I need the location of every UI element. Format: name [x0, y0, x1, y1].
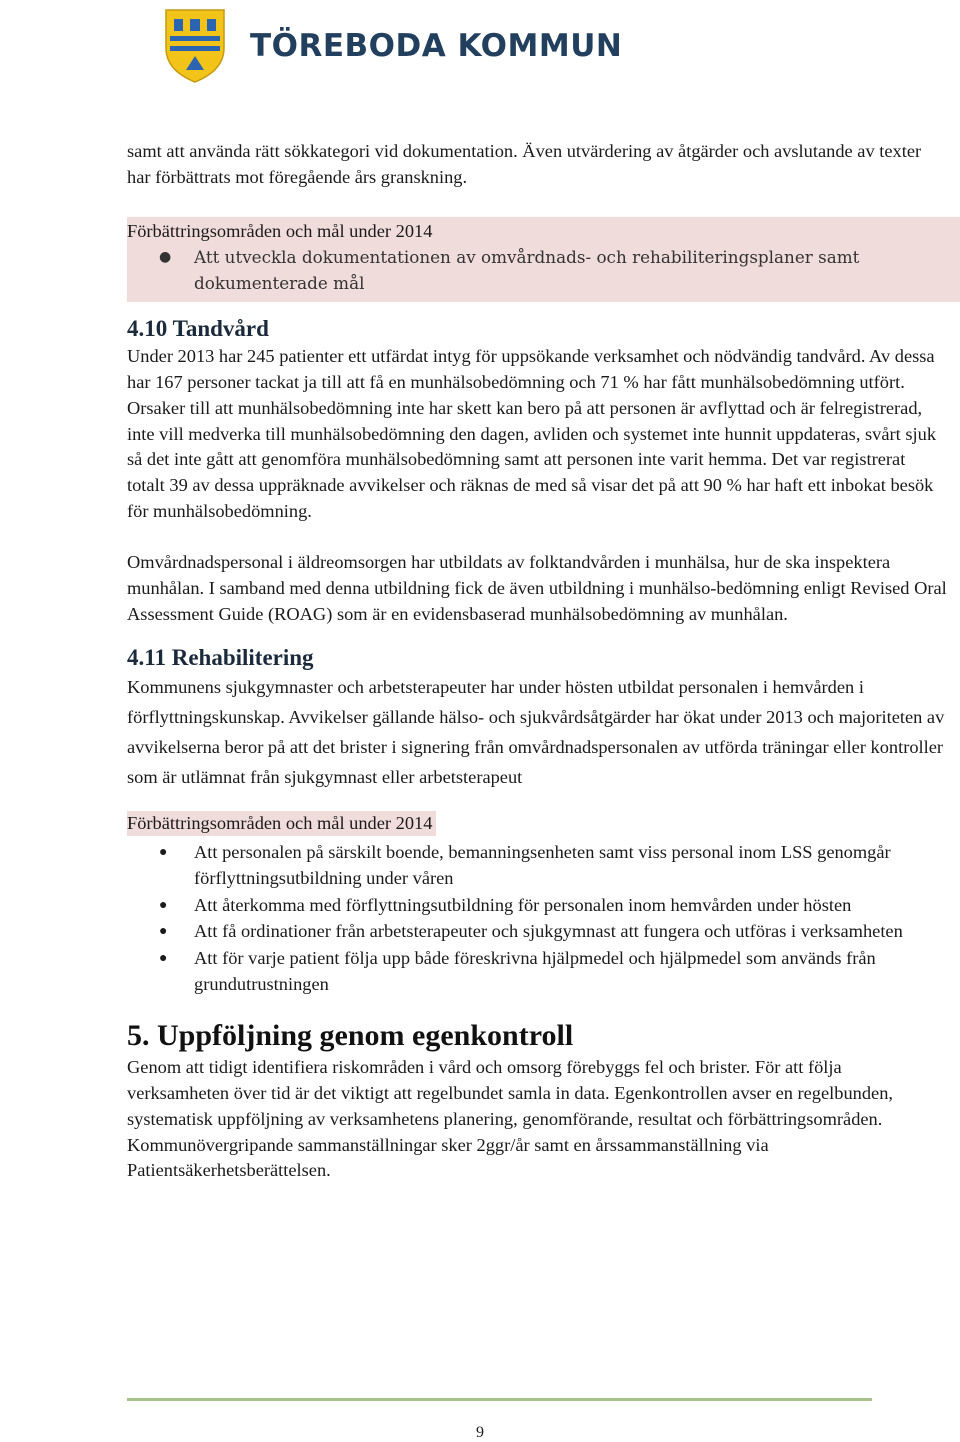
chapter-heading-uppfoljning: 5. Uppföljning genom egenkontroll — [127, 1019, 574, 1053]
improvement-list — [127, 244, 960, 296]
section-heading-rehabilitering: 4.11 Rehabilitering — [127, 645, 314, 671]
bullet-icon: ● — [159, 897, 168, 913]
page-header — [164, 6, 622, 86]
rehabilitering-paragraph: Kommunens sjukgymnaster och arbetsterapeuter har under hösten utbildat personalen i hemvården i förflyttningskunskap. Avvikelser gällande hälso- och sjukvårdsåtgärder har ökat under 2013 och majoriteten av avvikelserna beror på att det brister i signering från omvårdnadspersonalen av utförda träningar eller kontroller som är utlämnat från sjukgymnast eller arbetsterapeut — [127, 677, 945, 787]
tandvard-training-paragraph: Omvårdnadspersonal i äldreomsorgen har utbildats av folktandvården i munhälsa, hur de ska inspektera munhålan. I samband med denna utbildning fick de även utbildning i munhälso-bedömning enligt Revised Oral Assessment Guide (ROAG) som är en evidensbaserad munhälsobedömning av munhålan. — [127, 552, 947, 624]
tandvard-paragraph: Under 2013 har 245 patienter ett utfärdat intyg för uppsökande verksamhet och nödvändig tandvård. Av dessa har 167 personer tackat ja till att få en munhälsobedömning och 71 % har fått munhälsobedömning utfört. Orsaker till att munhälsobedömning inte har skett kan bero på att personen är avflyttad och är felregistrerad, inte vill medverka till munhälsobedömning den dagen, avliden och systemet inte hunnit uppdateras, svårt sjuk så det inte gått att genomföra munhälsobedömning samt att personen inte varit hemma. Det var registrerat totalt 39 av dessa uppräknade avvikelser och räknas de med så visar det på att 90 % har haft ett inbokat besök för munhälsobedömning. — [127, 346, 937, 521]
improvement-title: Förbättringsområden och mål under 2014 — [127, 811, 436, 836]
list-item: ● Att återkomma med förflyttningsutbildning för personalen inom hemvården under hösten — [127, 893, 947, 919]
list-item: ● Att personalen på särskilt boende, bemanningsenheten samt viss personal inom LSS genomgår förflyttningsutbildning under våren — [159, 842, 891, 888]
section-heading-tandvard: 4.10 Tandvård — [127, 316, 269, 342]
improvement-title: Förbättringsområden och mål under 2014 — [127, 219, 436, 244]
improvement-box-1 — [127, 217, 960, 302]
municipality-shield-logo — [164, 8, 226, 84]
intro-paragraph: samt att använda rätt sökkategori vid dokumentation. Även utvärdering av åtgärder och avslutande av texter har förbättrats mot föregående års granskning. — [127, 141, 922, 187]
footer-divider — [127, 1398, 872, 1401]
list-item: ● Att utveckla dokumentationen av omvårdnads- och rehabiliteringsplaner samt dokumenterade mål — [127, 244, 960, 296]
list-item: ● Att få ordinationer från arbetsterapeuter och sjukgymnast att fungera och utföras i verksamheten — [127, 919, 947, 945]
uppfoljning-paragraph: Genom att tidigt identifiera riskområden i vård och omsorg förebyggs fel och brister. För att följa verksamheten över tid är det viktigt att regelbundet samla in data. Egenkontrollen avser en regelbunden, systematisk uppföljning av verksamhetens planering, genomförande, resultat och förbättringsområden. Kommunövergripande sammanställningar sker 2ggr/år samt en årssammanställning via Patientsäkerhetsberättelsen. — [127, 1057, 894, 1181]
document-body — [127, 139, 947, 1184]
page-number: 9 — [476, 1424, 484, 1441]
improvement-section-2 — [127, 811, 947, 997]
bullet-icon: ● — [159, 951, 168, 967]
improvement-list — [127, 840, 947, 997]
bullet-icon: ● — [159, 249, 172, 266]
bullet-icon: ● — [159, 924, 168, 940]
org-name: TÖREBODA KOMMUN — [250, 28, 623, 64]
list-item: ● Att för varje patient följa upp både föreskrivna hjälpmedel och hjälpmedel som används från grundutrustningen — [159, 948, 876, 994]
bullet-icon: ● — [159, 845, 168, 861]
